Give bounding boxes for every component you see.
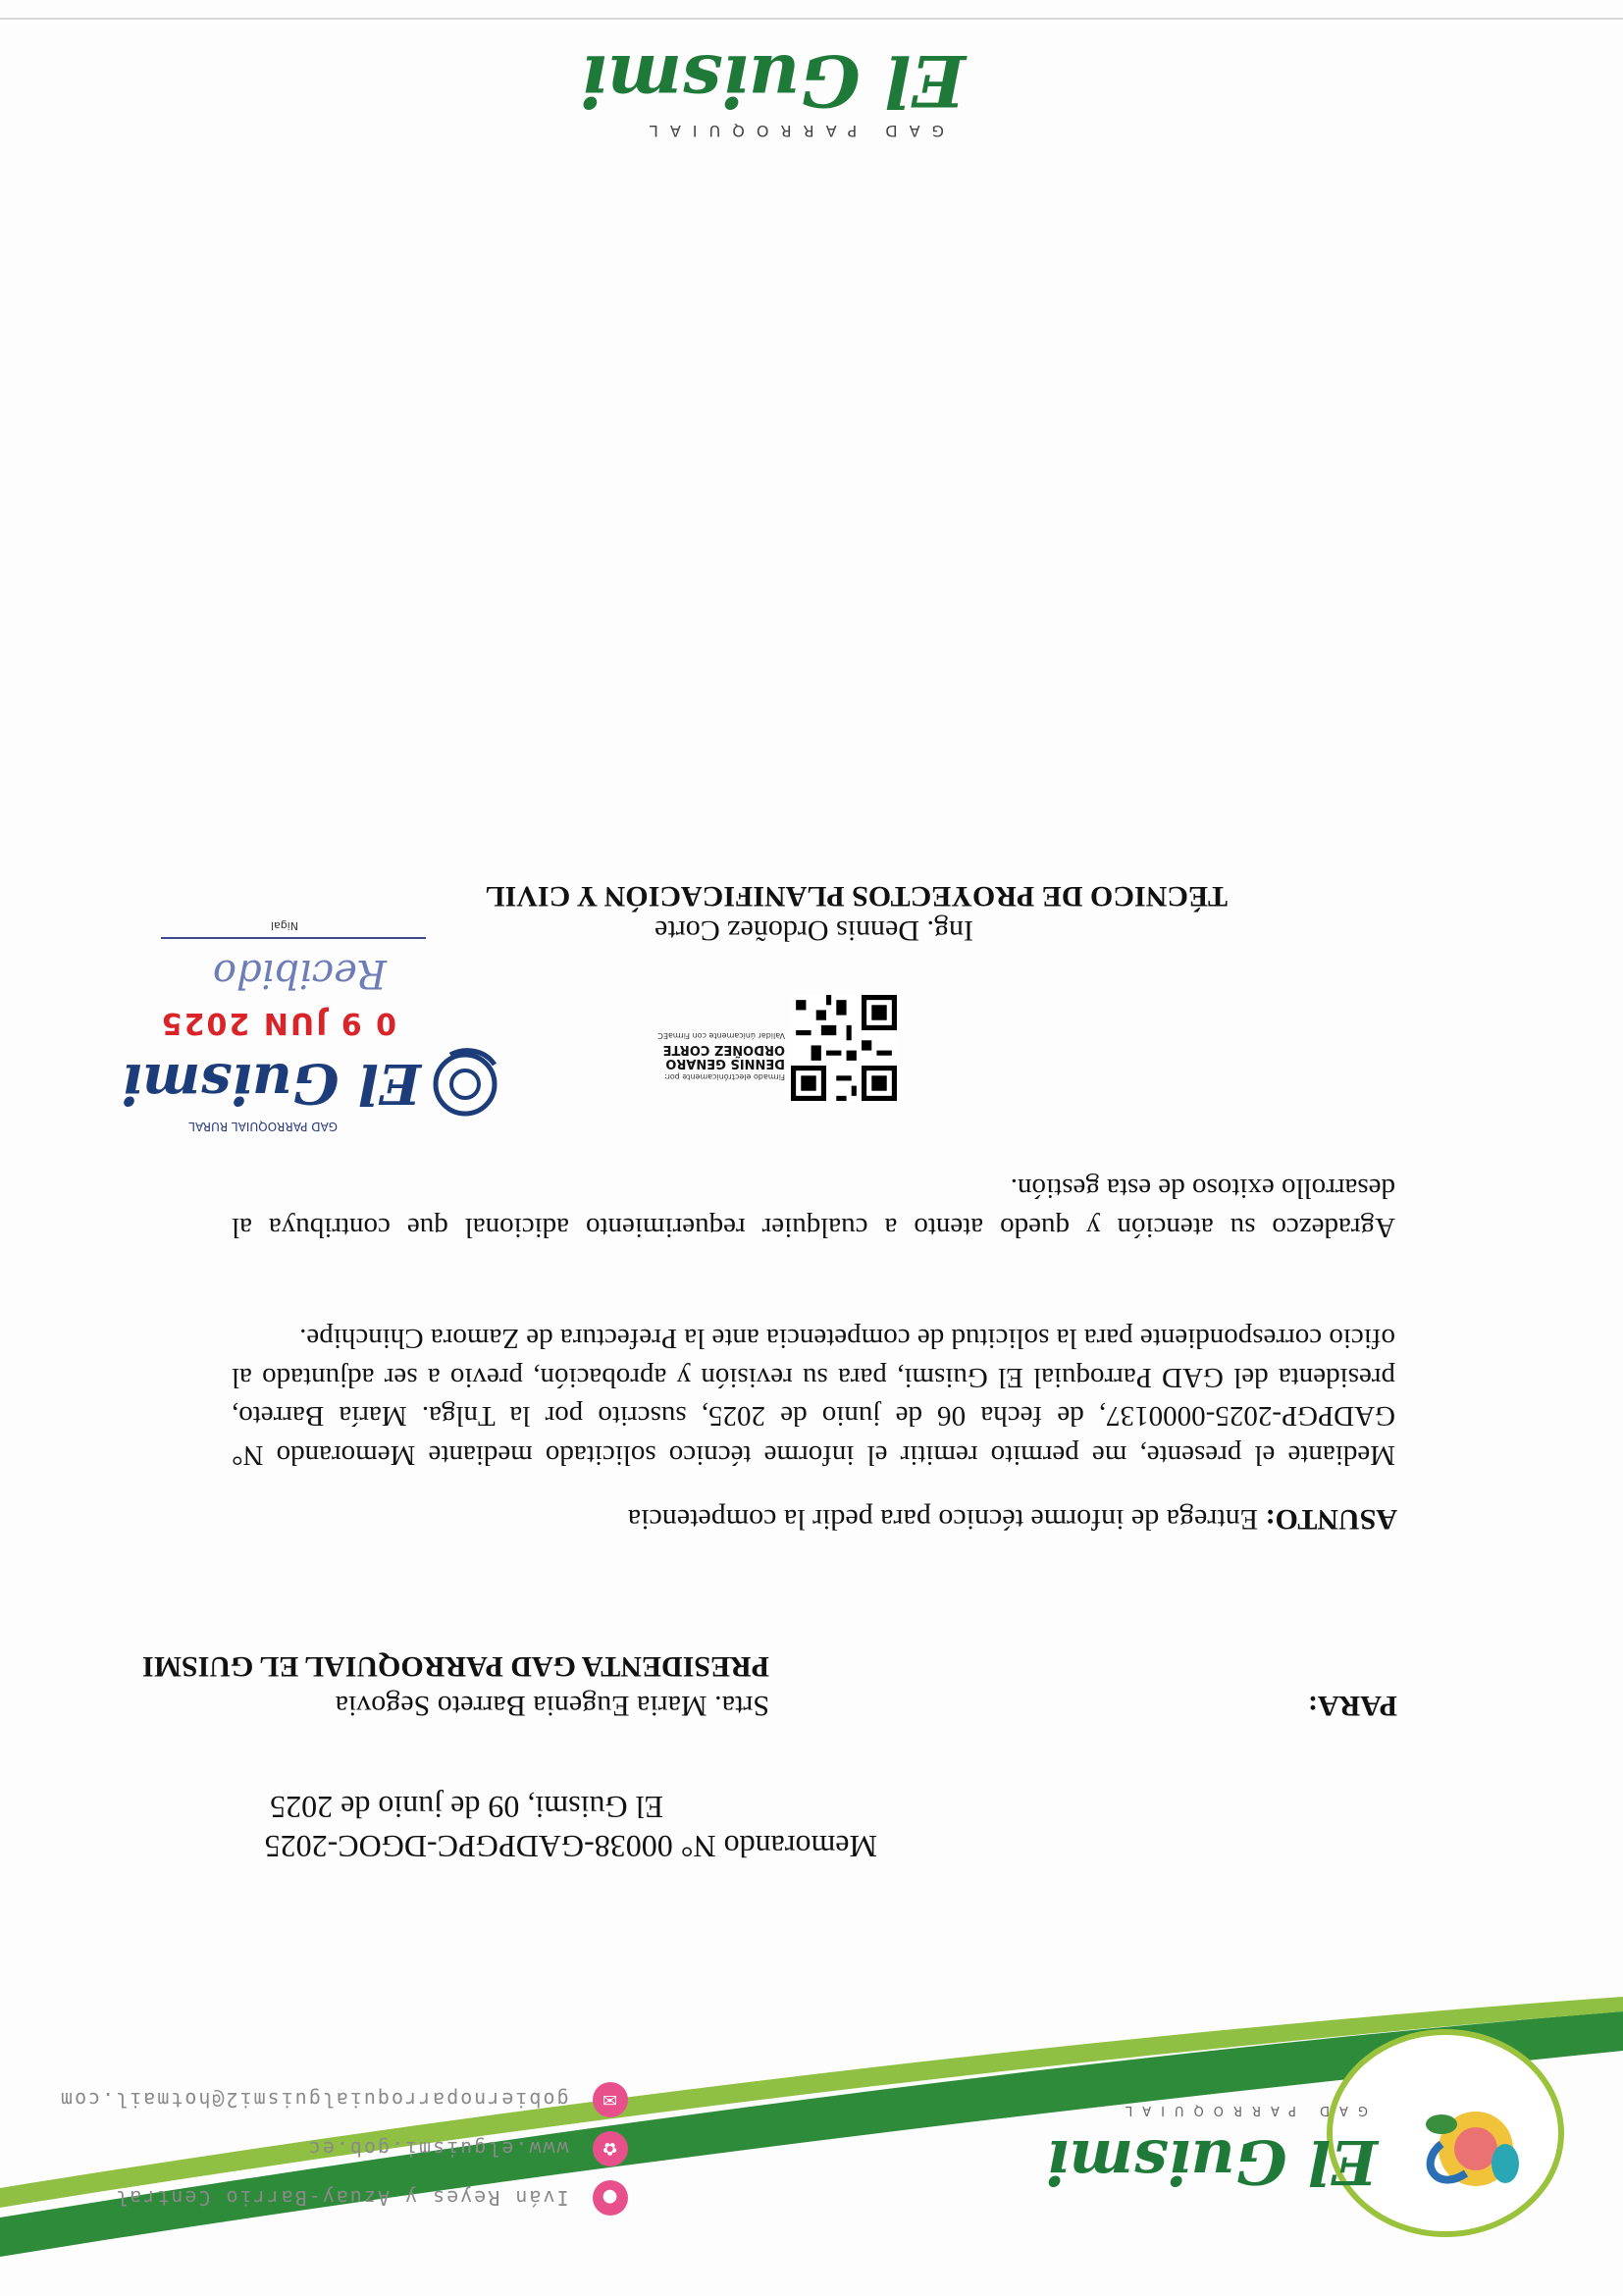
- footer-brand-sub: GAD PARROQUIAL: [637, 122, 944, 140]
- stamp-signature-line: [161, 937, 426, 939]
- contact-web[interactable]: www.elguismi.gob.ec: [306, 2137, 569, 2161]
- e-signature-text: [657, 1028, 785, 1083]
- frog-emblem-icon: [1417, 2105, 1525, 2203]
- subject-text: Entrega de informe técnico para pedir la competencia: [627, 1503, 1266, 1536]
- e-sign-name-1: DENNIS GENARO: [665, 1056, 785, 1070]
- memo-date: El Guismi, 09 de junio de 2025: [270, 1790, 663, 1825]
- header-brand: El Guismi: [1045, 2126, 1378, 2198]
- stamp-received-handwriting: Recibido: [212, 951, 387, 996]
- signer-title: TÉCNICO DE PROYECTOS PLANIFICACIÓN Y CIVIL: [485, 880, 1228, 913]
- reception-stamp: [121, 898, 504, 1133]
- header-brand-sub: GAD PARROQUIAL: [1115, 2103, 1368, 2117]
- contact-list: [59, 2070, 628, 2218]
- memo-number: Memorando N° 00038-GADPGPC-DGOC-2025: [264, 1829, 877, 1864]
- contact-row-mail: [59, 2080, 628, 2119]
- e-sign-name-2: ORDOÑEZ CORTE: [662, 1042, 785, 1057]
- e-sign-caption: Firmado electrónicamente por:: [663, 1072, 785, 1081]
- location-icon: ●: [593, 2180, 628, 2216]
- body-paragraph-2: Agradezco su atención y quedo atento a cualquier requerimiento adicional que contribuya al desarrollo exitoso de esta gestión.: [232, 1173, 1395, 1243]
- e-sign-validation: Validar únicamente con FirmaEC: [657, 1031, 785, 1040]
- web-icon: ✿: [593, 2131, 628, 2166]
- page-edge-rule: [0, 18, 1623, 20]
- header-logo: [1045, 2070, 1564, 2237]
- stamp-emblem-icon: [426, 1045, 504, 1123]
- contact-address: Iván Reyes y Azuay-Barrio Central: [114, 2186, 569, 2210]
- stamp-date: 0 9 JUN 2025: [159, 1006, 396, 1040]
- para-label: PARA:: [1307, 1690, 1397, 1722]
- stamp-institution: GAD PARROQUIAL RURAL: [188, 1120, 338, 1133]
- contact-row-address: [59, 2178, 628, 2218]
- signer-name: Ing. Dennis Ordoñez Corte: [654, 914, 973, 947]
- qr-code-icon: [791, 995, 897, 1101]
- stamp-brand: El Guismi: [121, 1051, 421, 1116]
- electronic-signature: [602, 993, 897, 1101]
- footer-logo: [580, 39, 966, 140]
- mail-icon: ✉: [593, 2082, 628, 2117]
- footer-brand: El Guismi: [580, 39, 966, 123]
- contact-row-web: [59, 2129, 628, 2168]
- recipient-role: PRESIDENTA GAD PARROQUIAL EL GUISMI: [142, 1650, 769, 1683]
- body-paragraph-1: Mediante el presente, me permito remitir el informe técnico solicitado mediante Memorando N° GADPGP-2025-0000137, de fecha 06 de junio de 2025, suscrito por la Tnlga. María Barreto, presidenta del GAD Parroquial El Guismi, para su revisión y aprobación, previo a ser adjuntado al oficio correspondiente para la solicitud de competencia ante la Prefectura de Zamora Chinchipe.: [232, 1323, 1395, 1471]
- subject-label: ASUNTO:: [1265, 1503, 1397, 1536]
- contact-email[interactable]: gobiernoparroquialguismi2@hotmail.com: [59, 2088, 569, 2112]
- stamp-small-note: Nigal: [270, 919, 298, 932]
- recipient-name: Srta. Maria Eugenia Barreto Segovia: [335, 1690, 769, 1722]
- subject-line: [628, 1502, 1397, 1536]
